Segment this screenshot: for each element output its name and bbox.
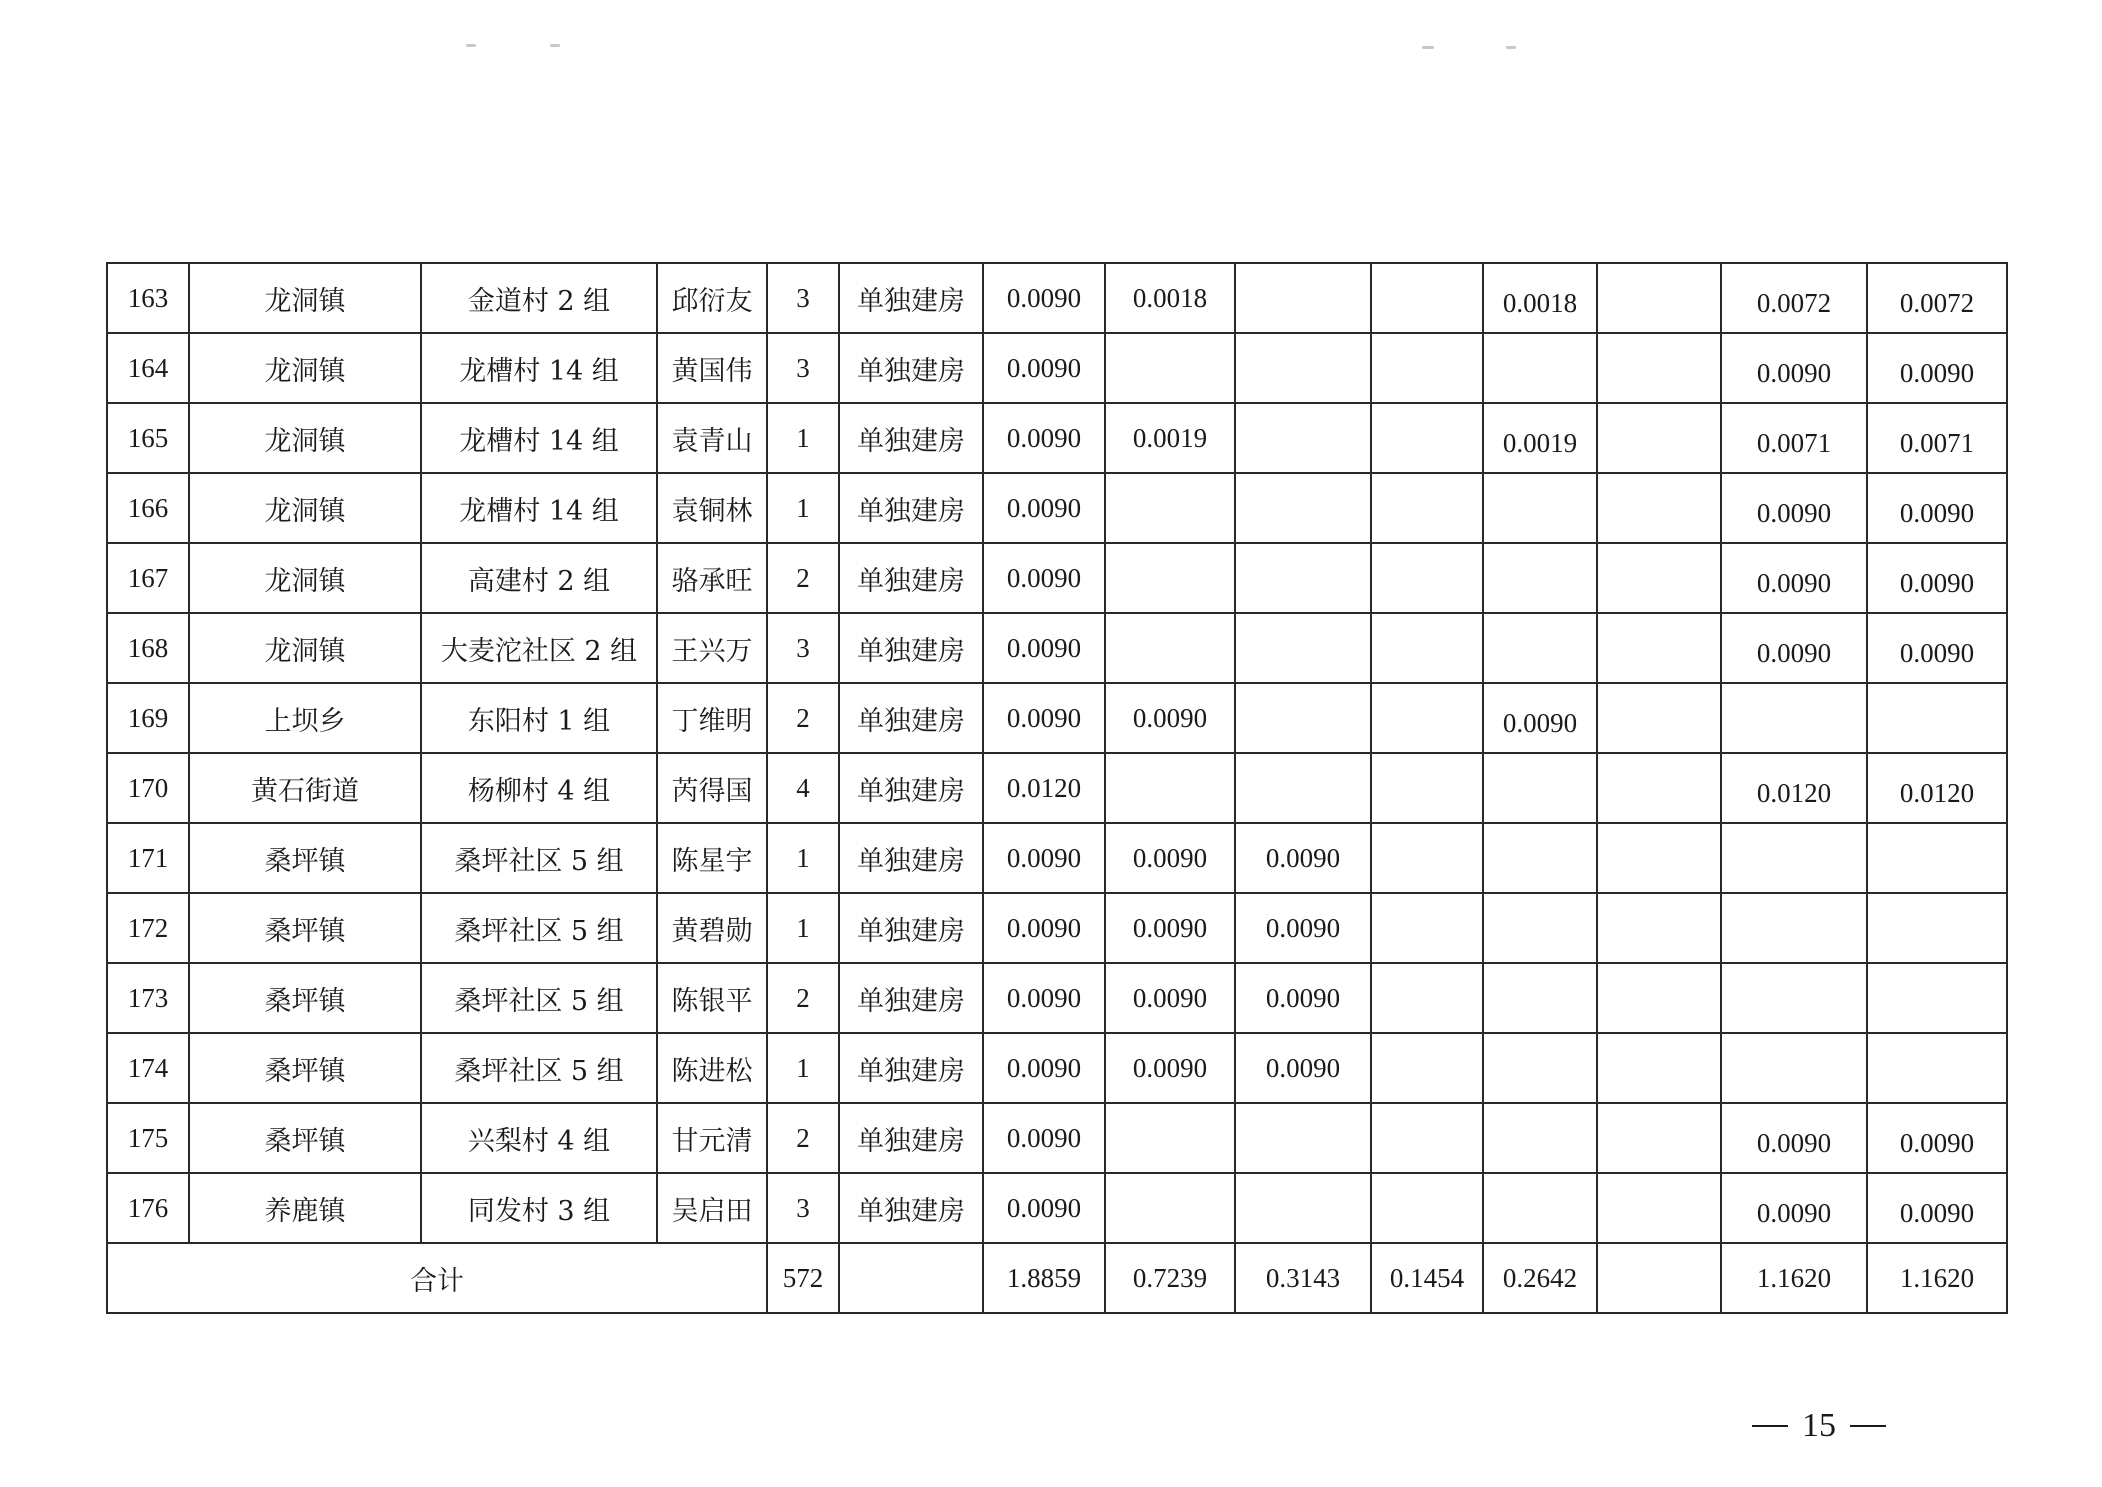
cell-household-size: 2 (767, 1103, 839, 1173)
cell-col-area-f: 0.0090 (1721, 473, 1867, 543)
land-use-table (106, 262, 2008, 1314)
cell-row-index: 168 (107, 613, 189, 683)
cell-col-area-g: 0.0071 (1867, 403, 2007, 473)
cell-col-area-c (1371, 1103, 1483, 1173)
cell-col-area-c (1371, 613, 1483, 683)
cell-col-area-c (1371, 333, 1483, 403)
table-row (107, 893, 2007, 963)
cell-col-area-g (1867, 823, 2007, 893)
table-row (107, 403, 2007, 473)
total-label: 合计 (107, 1243, 767, 1313)
cell-village-group: 龙槽村 14 组 (421, 473, 657, 543)
cell-col-area-b (1235, 333, 1371, 403)
cell-village-group: 龙槽村 14 组 (421, 403, 657, 473)
cell-total-area: 0.0090 (983, 683, 1105, 753)
cell-col-area-f (1721, 963, 1867, 1033)
cell-township: 桑坪镇 (189, 893, 421, 963)
cell-village-group: 杨柳村 4 组 (421, 753, 657, 823)
cell-col-area-c (1371, 403, 1483, 473)
cell-village-group: 桑坪社区 5 组 (421, 963, 657, 1033)
page-number-text: 15 (1802, 1407, 1836, 1444)
cell-household-size: 3 (767, 1173, 839, 1243)
table-row (107, 263, 2007, 333)
cell-row-index: 172 (107, 893, 189, 963)
cell-row-index: 166 (107, 473, 189, 543)
cell-project-type: 单独建房 (839, 893, 983, 963)
cell-col-area-e (1597, 893, 1721, 963)
page-number (1752, 1407, 1886, 1445)
cell-col-area-b (1235, 683, 1371, 753)
cell-project-type: 单独建房 (839, 403, 983, 473)
cell-village-group: 兴梨村 4 组 (421, 1103, 657, 1173)
cell-applicant-name: 邱衍友 (657, 263, 767, 333)
cell-col-area-d (1483, 1103, 1597, 1173)
cell-village-group: 桑坪社区 5 组 (421, 893, 657, 963)
cell-project-type: 单独建房 (839, 473, 983, 543)
cell-row-index: 171 (107, 823, 189, 893)
cell-col-area-f: 0.0072 (1721, 263, 1867, 333)
cell-township: 龙洞镇 (189, 403, 421, 473)
cell-col-area-d (1483, 1173, 1597, 1243)
cell-col-area-d: 0.0018 (1483, 263, 1597, 333)
cell-col-area-b: 0.0090 (1235, 823, 1371, 893)
cell-col-area-d (1483, 333, 1597, 403)
cell-col-area-g (1867, 963, 2007, 1033)
cell-col-area-b (1235, 1173, 1371, 1243)
cell-household-size: 1 (767, 823, 839, 893)
cell-township: 桑坪镇 (189, 823, 421, 893)
total-cell: 572 (767, 1243, 839, 1313)
cell-col-area-d: 0.0090 (1483, 683, 1597, 753)
cell-applicant-name: 袁铜林 (657, 473, 767, 543)
cell-project-type: 单独建房 (839, 1173, 983, 1243)
cell-household-size: 4 (767, 753, 839, 823)
cell-col-area-g: 0.0072 (1867, 263, 2007, 333)
cell-col-area-c (1371, 543, 1483, 613)
cell-col-area-b: 0.0090 (1235, 1033, 1371, 1103)
cell-col-area-e (1597, 1033, 1721, 1103)
cell-col-area-d (1483, 543, 1597, 613)
cell-township: 龙洞镇 (189, 263, 421, 333)
table-row (107, 543, 2007, 613)
cell-row-index: 174 (107, 1033, 189, 1103)
cell-applicant-name: 骆承旺 (657, 543, 767, 613)
cell-township: 龙洞镇 (189, 613, 421, 683)
table-row (107, 963, 2007, 1033)
total-cell (1597, 1243, 1721, 1313)
total-cell (839, 1243, 983, 1313)
cell-total-area: 0.0090 (983, 403, 1105, 473)
table-row (107, 473, 2007, 543)
cell-col-area-g: 0.0090 (1867, 333, 2007, 403)
cell-col-area-f: 0.0071 (1721, 403, 1867, 473)
cell-household-size: 1 (767, 893, 839, 963)
cell-project-type: 单独建房 (839, 963, 983, 1033)
table-body (107, 263, 2007, 1313)
cell-household-size: 2 (767, 543, 839, 613)
cell-col-area-e (1597, 473, 1721, 543)
cell-col-area-f (1721, 823, 1867, 893)
cell-col-area-c (1371, 823, 1483, 893)
cell-total-area: 0.0090 (983, 613, 1105, 683)
cell-row-index: 173 (107, 963, 189, 1033)
cell-col-area-e (1597, 263, 1721, 333)
cell-total-area: 0.0090 (983, 823, 1105, 893)
cell-row-index: 167 (107, 543, 189, 613)
cell-col-area-e (1597, 823, 1721, 893)
cell-project-type: 单独建房 (839, 1103, 983, 1173)
cell-township: 龙洞镇 (189, 543, 421, 613)
cell-col-area-a (1105, 1173, 1235, 1243)
cell-total-area: 0.0090 (983, 263, 1105, 333)
cell-col-area-e (1597, 683, 1721, 753)
cell-total-area: 0.0090 (983, 543, 1105, 613)
cell-col-area-f (1721, 1033, 1867, 1103)
cell-col-area-e (1597, 543, 1721, 613)
table-row (107, 1033, 2007, 1103)
cell-project-type: 单独建房 (839, 753, 983, 823)
cell-col-area-b (1235, 1103, 1371, 1173)
cell-col-area-a (1105, 473, 1235, 543)
cell-township: 桑坪镇 (189, 963, 421, 1033)
cell-col-area-b: 0.0090 (1235, 893, 1371, 963)
total-cell: 1.1620 (1867, 1243, 2007, 1313)
cell-col-area-f: 0.0090 (1721, 613, 1867, 683)
cell-applicant-name: 黄碧勋 (657, 893, 767, 963)
cell-col-area-g: 0.0120 (1867, 753, 2007, 823)
cell-col-area-f: 0.0090 (1721, 543, 1867, 613)
page-dash-right (1850, 1425, 1886, 1427)
cell-col-area-e (1597, 333, 1721, 403)
cell-col-area-c (1371, 683, 1483, 753)
cell-household-size: 3 (767, 263, 839, 333)
cell-col-area-a: 0.0090 (1105, 823, 1235, 893)
cell-applicant-name: 甘元清 (657, 1103, 767, 1173)
cell-household-size: 1 (767, 1033, 839, 1103)
total-cell: 0.3143 (1235, 1243, 1371, 1313)
total-cell: 1.8859 (983, 1243, 1105, 1313)
cell-applicant-name: 丁维明 (657, 683, 767, 753)
cell-applicant-name: 黄国伟 (657, 333, 767, 403)
scan-mark (550, 44, 560, 47)
cell-col-area-c (1371, 1033, 1483, 1103)
cell-township: 龙洞镇 (189, 333, 421, 403)
cell-col-area-f: 0.0090 (1721, 1103, 1867, 1173)
cell-household-size: 3 (767, 613, 839, 683)
cell-village-group: 桑坪社区 5 组 (421, 1033, 657, 1103)
cell-col-area-e (1597, 963, 1721, 1033)
cell-applicant-name: 王兴万 (657, 613, 767, 683)
cell-total-area: 0.0090 (983, 333, 1105, 403)
cell-village-group: 大麦沱社区 2 组 (421, 613, 657, 683)
cell-col-area-a: 0.0019 (1105, 403, 1235, 473)
cell-col-area-c (1371, 963, 1483, 1033)
total-row (107, 1243, 2007, 1313)
cell-row-index: 163 (107, 263, 189, 333)
cell-township: 桑坪镇 (189, 1103, 421, 1173)
cell-project-type: 单独建房 (839, 543, 983, 613)
scan-mark (466, 44, 476, 47)
cell-total-area: 0.0120 (983, 753, 1105, 823)
cell-col-area-b (1235, 543, 1371, 613)
cell-col-area-e (1597, 753, 1721, 823)
cell-project-type: 单独建房 (839, 333, 983, 403)
table-row (107, 753, 2007, 823)
cell-applicant-name: 陈银平 (657, 963, 767, 1033)
scan-mark (1506, 46, 1516, 49)
cell-township: 上坝乡 (189, 683, 421, 753)
page-dash-left (1752, 1425, 1788, 1427)
cell-household-size: 1 (767, 403, 839, 473)
cell-col-area-c (1371, 753, 1483, 823)
cell-col-area-a: 0.0090 (1105, 1033, 1235, 1103)
cell-col-area-d (1483, 753, 1597, 823)
cell-col-area-c (1371, 473, 1483, 543)
cell-applicant-name: 袁青山 (657, 403, 767, 473)
total-cell: 0.2642 (1483, 1243, 1597, 1313)
cell-col-area-a (1105, 753, 1235, 823)
cell-col-area-a: 0.0018 (1105, 263, 1235, 333)
cell-col-area-g (1867, 893, 2007, 963)
cell-project-type: 单独建房 (839, 823, 983, 893)
cell-col-area-a (1105, 333, 1235, 403)
cell-village-group: 东阳村 1 组 (421, 683, 657, 753)
cell-col-area-d (1483, 473, 1597, 543)
cell-row-index: 176 (107, 1173, 189, 1243)
cell-total-area: 0.0090 (983, 963, 1105, 1033)
cell-row-index: 169 (107, 683, 189, 753)
cell-col-area-f: 0.0120 (1721, 753, 1867, 823)
cell-row-index: 165 (107, 403, 189, 473)
cell-col-area-f (1721, 683, 1867, 753)
cell-household-size: 1 (767, 473, 839, 543)
cell-col-area-g: 0.0090 (1867, 613, 2007, 683)
cell-applicant-name: 陈星宇 (657, 823, 767, 893)
table-row (107, 683, 2007, 753)
cell-col-area-g: 0.0090 (1867, 473, 2007, 543)
cell-col-area-b: 0.0090 (1235, 963, 1371, 1033)
cell-col-area-d (1483, 893, 1597, 963)
cell-township: 养鹿镇 (189, 1173, 421, 1243)
cell-col-area-a (1105, 613, 1235, 683)
cell-col-area-a (1105, 1103, 1235, 1173)
cell-col-area-f: 0.0090 (1721, 333, 1867, 403)
cell-col-area-f: 0.0090 (1721, 1173, 1867, 1243)
cell-col-area-a: 0.0090 (1105, 893, 1235, 963)
cell-township: 龙洞镇 (189, 473, 421, 543)
cell-col-area-f (1721, 893, 1867, 963)
scan-mark (1422, 46, 1434, 49)
cell-col-area-d (1483, 963, 1597, 1033)
cell-col-area-d (1483, 613, 1597, 683)
cell-household-size: 3 (767, 333, 839, 403)
cell-col-area-a: 0.0090 (1105, 683, 1235, 753)
cell-col-area-b (1235, 403, 1371, 473)
table-row (107, 1103, 2007, 1173)
cell-applicant-name: 芮得国 (657, 753, 767, 823)
cell-township: 黄石街道 (189, 753, 421, 823)
table-row (107, 613, 2007, 683)
total-cell: 0.7239 (1105, 1243, 1235, 1313)
total-cell: 1.1620 (1721, 1243, 1867, 1313)
cell-col-area-c (1371, 893, 1483, 963)
cell-village-group: 同发村 3 组 (421, 1173, 657, 1243)
cell-row-index: 164 (107, 333, 189, 403)
cell-total-area: 0.0090 (983, 1173, 1105, 1243)
cell-col-area-e (1597, 613, 1721, 683)
cell-household-size: 2 (767, 963, 839, 1033)
cell-col-area-g: 0.0090 (1867, 1173, 2007, 1243)
cell-applicant-name: 吴启田 (657, 1173, 767, 1243)
cell-village-group: 龙槽村 14 组 (421, 333, 657, 403)
table-row (107, 333, 2007, 403)
cell-col-area-e (1597, 1103, 1721, 1173)
cell-col-area-d (1483, 823, 1597, 893)
cell-village-group: 高建村 2 组 (421, 543, 657, 613)
cell-row-index: 175 (107, 1103, 189, 1173)
cell-total-area: 0.0090 (983, 473, 1105, 543)
cell-col-area-d (1483, 1033, 1597, 1103)
cell-village-group: 桑坪社区 5 组 (421, 823, 657, 893)
total-cell: 0.1454 (1371, 1243, 1483, 1313)
cell-total-area: 0.0090 (983, 1033, 1105, 1103)
cell-col-area-b (1235, 753, 1371, 823)
cell-total-area: 0.0090 (983, 1103, 1105, 1173)
cell-col-area-b (1235, 473, 1371, 543)
cell-col-area-g: 0.0090 (1867, 1103, 2007, 1173)
cell-applicant-name: 陈进松 (657, 1033, 767, 1103)
cell-col-area-e (1597, 403, 1721, 473)
cell-col-area-a (1105, 543, 1235, 613)
cell-col-area-g: 0.0090 (1867, 543, 2007, 613)
table-row (107, 823, 2007, 893)
cell-project-type: 单独建房 (839, 263, 983, 333)
cell-col-area-b (1235, 263, 1371, 333)
cell-col-area-c (1371, 263, 1483, 333)
cell-col-area-g (1867, 683, 2007, 753)
cell-project-type: 单独建房 (839, 1033, 983, 1103)
cell-col-area-b (1235, 613, 1371, 683)
cell-project-type: 单独建房 (839, 613, 983, 683)
table-row (107, 1173, 2007, 1243)
cell-col-area-a: 0.0090 (1105, 963, 1235, 1033)
cell-col-area-c (1371, 1173, 1483, 1243)
cell-township: 桑坪镇 (189, 1033, 421, 1103)
cell-col-area-d: 0.0019 (1483, 403, 1597, 473)
cell-row-index: 170 (107, 753, 189, 823)
cell-project-type: 单独建房 (839, 683, 983, 753)
cell-col-area-e (1597, 1173, 1721, 1243)
cell-household-size: 2 (767, 683, 839, 753)
cell-total-area: 0.0090 (983, 893, 1105, 963)
cell-col-area-g (1867, 1033, 2007, 1103)
cell-village-group: 金道村 2 组 (421, 263, 657, 333)
